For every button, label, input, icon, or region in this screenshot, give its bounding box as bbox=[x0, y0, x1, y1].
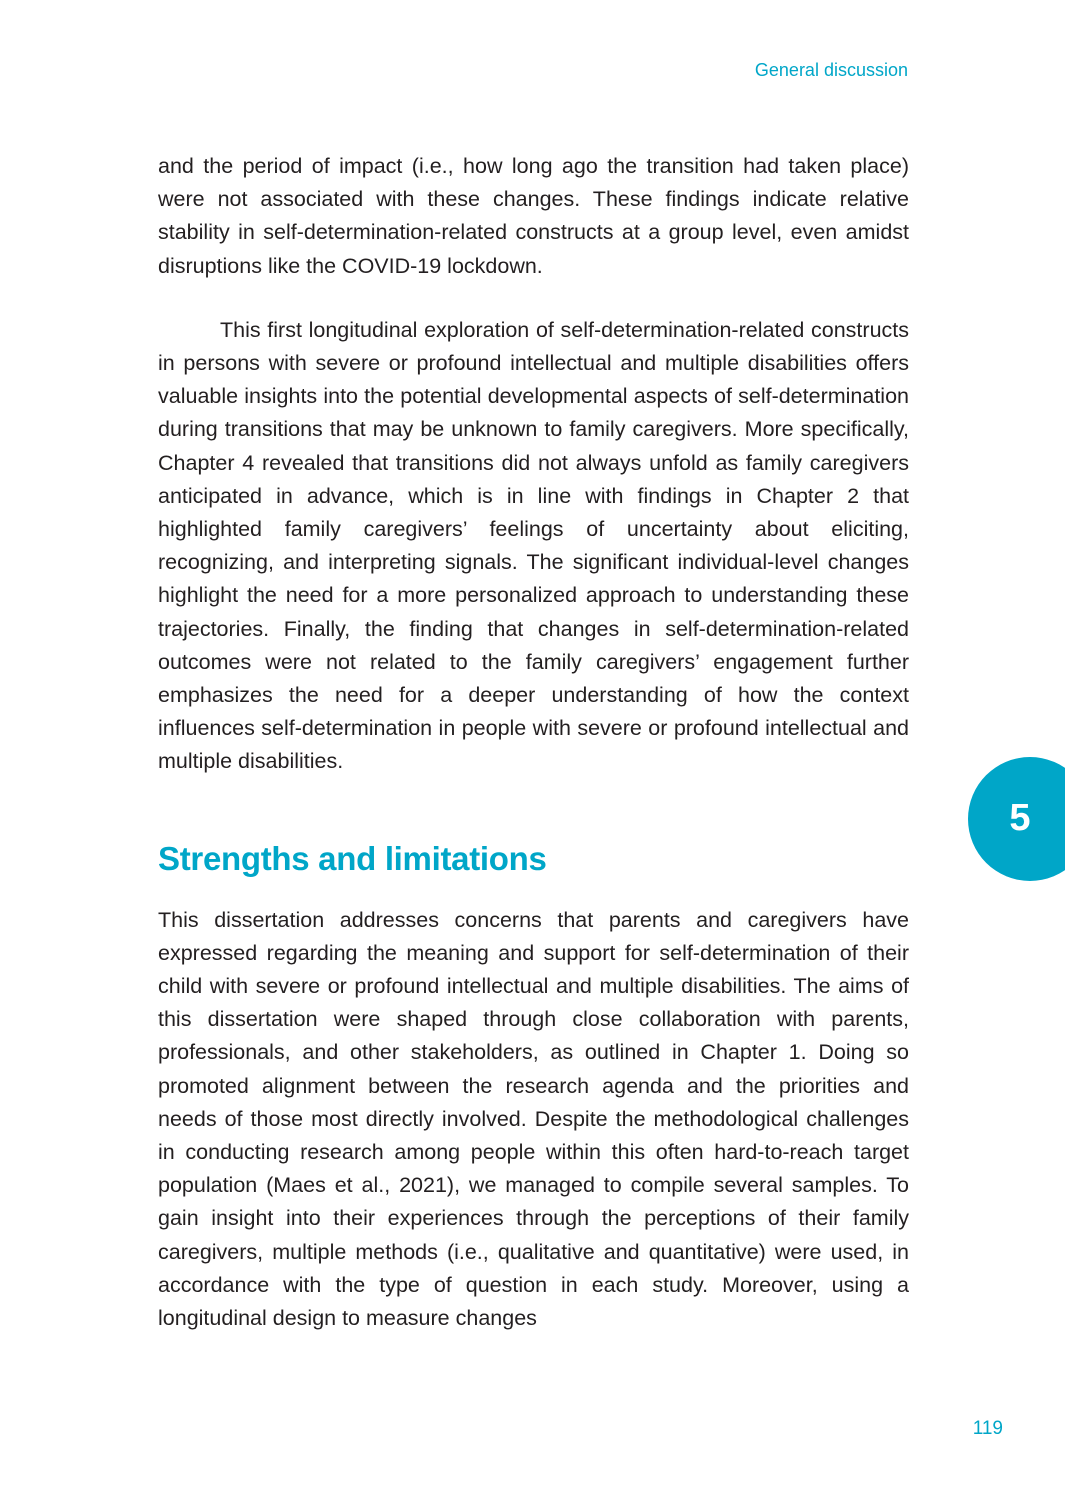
chapter-tab bbox=[968, 757, 1065, 881]
section-heading-strengths-limitations: Strengths and limitations bbox=[158, 839, 547, 877]
body-paragraph-3: This dissertation addresses concerns that parents and caregivers have expressed regarding the meaning and support for self-determination of their child with severe or profound intellectual and multiple disabilities. The aims of this dissertation were shaped through close collaboration with parents, professionals, and other stakeholders, as outlined in Chapter 1. Doing so promoted alignment between the research agenda and the priorities and needs of those most directly involved. Despite the methodological challenges in conducting research among people within this often hard-to-reach target population (Maes et al., 2021), we managed to compile several samples. To gain insight into their experiences through the perceptions of their family caregivers, multiple methods (i.e., qualitative and quantitative) were used, in accordance with the type of question in each study. Moreover, using a longitudinal design to measure changes bbox=[158, 907, 909, 1331]
body-paragraph-2: This first longitudinal exploration of self-determination-related constructs in persons with severe or profound intellectual and multiple disabilities offers valuable insights into the potential developmental aspects of self-determination during transitions that may be unknown to family caregivers. More specifically, Chapter 4 revealed that transitions did not always unfold as family caregivers anticipated in advance, which is in line with findings in Chapter 2 that highlighted family caregivers’ feelings of uncertainty about eliciting, recognizing, and interpreting signals. The significant individual-level changes highlight the need for a more personalized approach to understanding these trajectories. Finally, the finding that changes in self-determination-related outcomes were not related to the family caregivers’ engagement further emphasizes the need for a deeper understanding of how the context influences self-determination in people with severe or profound intellectual and multiple disabilities. bbox=[158, 317, 909, 774]
page-content bbox=[158, 150, 909, 1335]
page-number: 119 bbox=[972, 1418, 1003, 1439]
body-paragraph-1: and the period of impact (i.e., how long ago the transition had taken place) were not associated with these changes. These findings indicate relative stability in self-determination-related constructs at a group level, even amidst disruptions like the COVID-19 lockdown. bbox=[158, 154, 909, 278]
chapter-tab-number: 5 bbox=[1009, 797, 1031, 839]
running-header-title: General discussion bbox=[754, 60, 908, 80]
